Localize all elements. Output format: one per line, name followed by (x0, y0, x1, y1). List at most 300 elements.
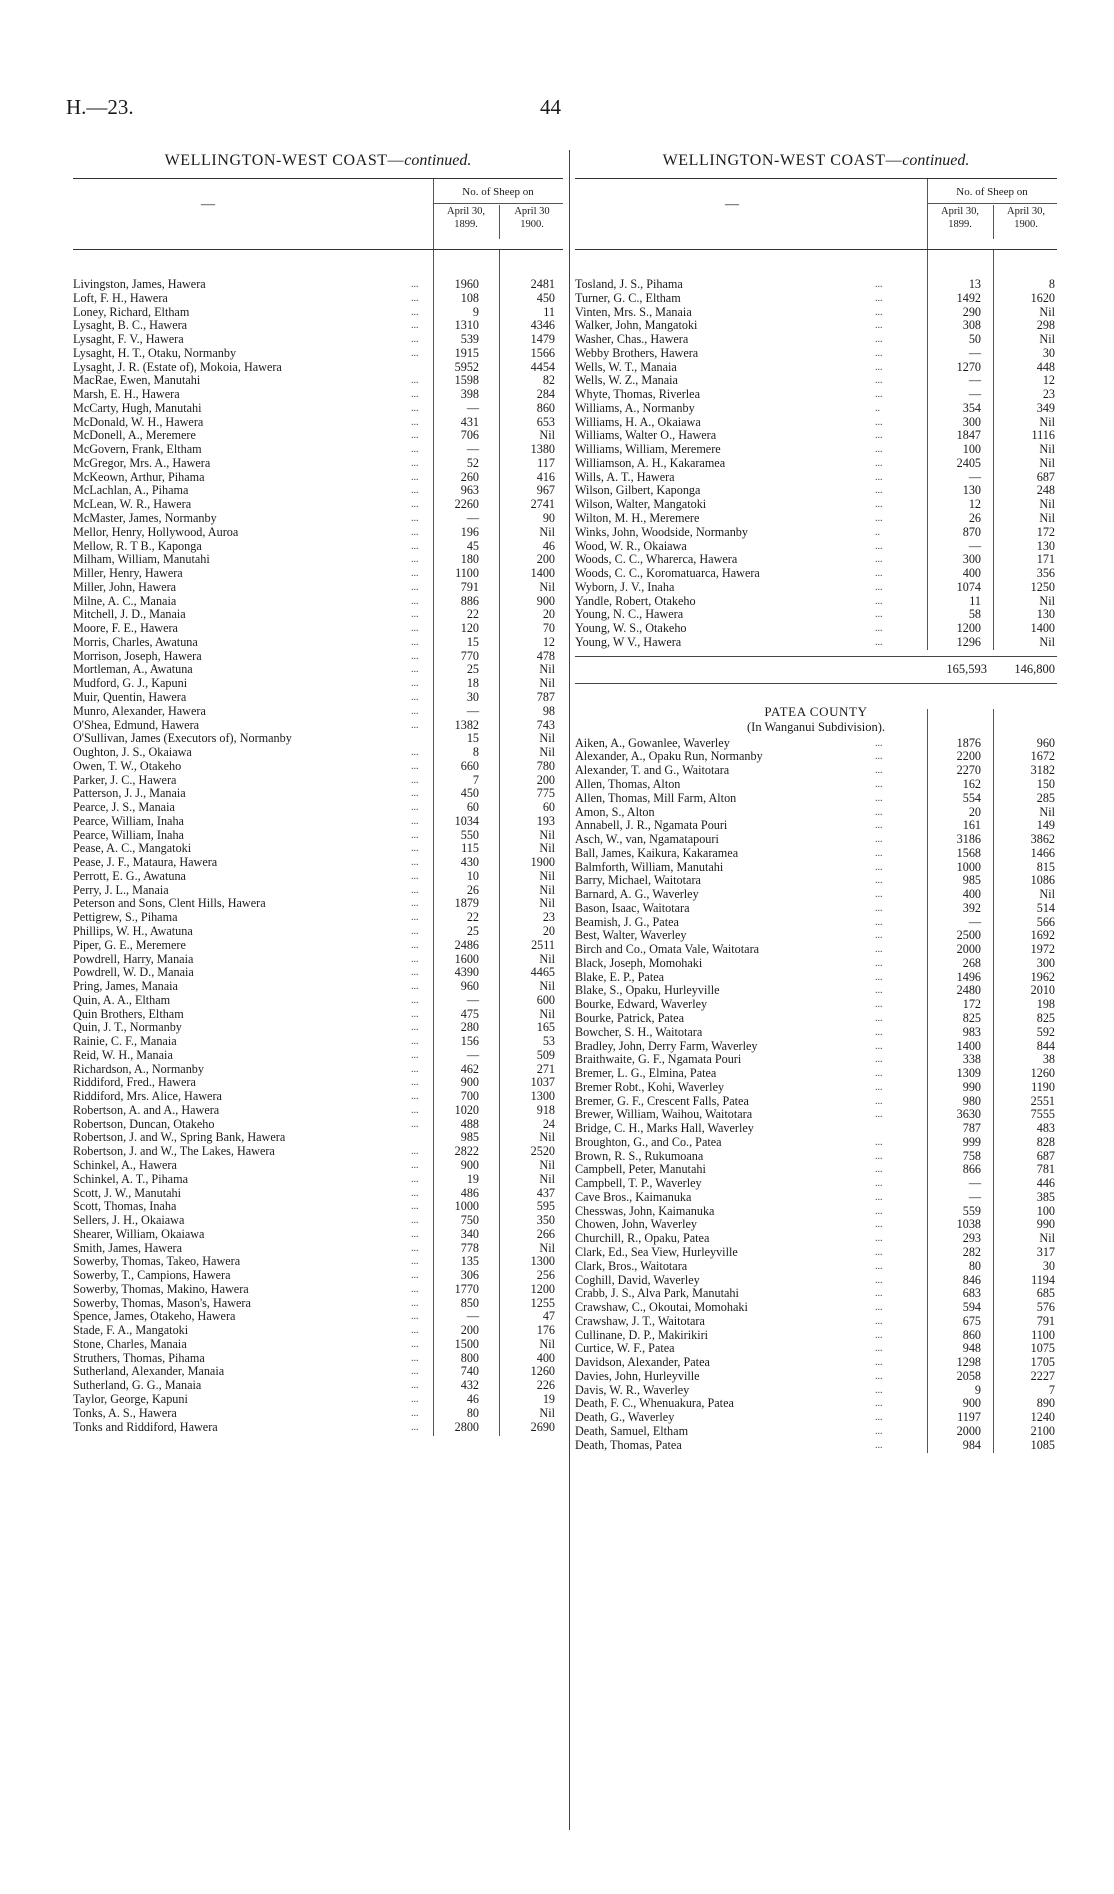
table-row (73, 1021, 563, 1035)
row-sheep-1899: 750 (460, 1213, 479, 1228)
row-sheep-1899: — (968, 1176, 981, 1191)
row-sheep-1900: 483 (1036, 1121, 1055, 1136)
row-sheep-1900: Nil (539, 1171, 555, 1186)
table-row (73, 787, 563, 801)
row-sheep-1899: — (466, 400, 479, 415)
table-row (73, 677, 563, 691)
row-leader: ... (875, 471, 883, 483)
table-row (575, 888, 1057, 902)
row-sheep-1900: 171 (1036, 552, 1055, 567)
row-sheep-1900: 592 (1036, 1024, 1055, 1039)
row-name: Piper, G. E., Meremere (73, 937, 186, 952)
row-leader: ... (411, 925, 419, 937)
row-name: Robertson, A. and A., Hawera (73, 1102, 220, 1117)
table-row (73, 691, 563, 705)
row-leader: ... (875, 820, 883, 832)
row-leader: ... (411, 912, 419, 924)
row-sheep-1899: 156 (460, 1034, 479, 1049)
row-sheep-1899: 1309 (956, 1066, 981, 1081)
left-table-body (73, 278, 563, 1434)
row-name: Williams, A., Normanby (575, 400, 695, 415)
row-sheep-1900: 1037 (530, 1075, 555, 1090)
row-sheep-1900: 595 (536, 1199, 555, 1214)
row-leader: ... (875, 1329, 883, 1341)
row-name: Chesswas, John, Kaimanuka (575, 1203, 715, 1218)
row-leader: ... (411, 1104, 419, 1116)
row-name: Alexander, A., Opaku Run, Normanby (575, 749, 763, 764)
row-sheep-1900: 509 (536, 1047, 555, 1062)
table-row (575, 1122, 1057, 1136)
row-sheep-1899: 758 (962, 1148, 981, 1163)
row-name: McDonald, W. H., Hawera (73, 414, 204, 429)
row-sheep-1899: — (968, 387, 981, 402)
row-sheep-1899: 15 (466, 731, 479, 746)
table-row (575, 319, 1057, 333)
row-name: McLean, W. R., Hawera (73, 497, 192, 512)
row-leader: ... (411, 953, 419, 965)
row-sheep-1899: 196 (460, 524, 479, 539)
row-name: Oughton, J. S., Okaiawa (73, 745, 192, 760)
row-sheep-1900: 1200 (530, 1281, 555, 1296)
row-leader: ... (875, 375, 883, 387)
row-name: Woods, C. C., Wharerca, Hawera (575, 552, 738, 567)
row-name: Brown, R. S., Rukumoana (575, 1148, 704, 1163)
row-leader: ... (411, 870, 419, 882)
row-sheep-1899: 1600 (454, 951, 479, 966)
row-sheep-1899: 1020 (454, 1102, 479, 1117)
row-name: Perrott, E. G., Awatuna (73, 868, 186, 883)
table-row (73, 402, 563, 416)
row-sheep-1899: 45 (466, 538, 479, 553)
row-name: Balmforth, William, Manutahi (575, 859, 724, 874)
table-row (73, 953, 563, 967)
table-row (575, 737, 1057, 751)
row-leader: ... (411, 568, 419, 580)
row-sheep-1899: 475 (460, 1006, 479, 1021)
row-sheep-1899: 1400 (956, 1038, 981, 1053)
row-sheep-1900: 90 (542, 511, 555, 526)
row-sheep-1899: 900 (460, 1075, 479, 1090)
row-leader: ... (411, 774, 419, 786)
row-name: Woods, C. C., Koromatuarca, Hawera (575, 566, 760, 581)
table-row (575, 361, 1057, 375)
row-sheep-1899: 22 (466, 607, 479, 622)
table-row (73, 374, 563, 388)
table-row (575, 1342, 1057, 1356)
row-leader: ... (875, 554, 883, 566)
left-table-header (73, 178, 563, 250)
row-sheep-1899: 3186 (956, 832, 981, 847)
row-sheep-1899: 2500 (956, 928, 981, 943)
row-sheep-1900: 1085 (1030, 1437, 1055, 1452)
row-sheep-1899: 683 (962, 1286, 981, 1301)
table-row (73, 388, 563, 402)
row-sheep-1900: 98 (542, 703, 555, 718)
row-name: Stone, Charles, Manaia (73, 1336, 187, 1351)
table-row (575, 429, 1057, 443)
table-row (575, 1301, 1057, 1315)
row-sheep-1900: Nil (1039, 804, 1055, 819)
table-row (575, 984, 1057, 998)
table-row (575, 847, 1057, 861)
table-row (73, 567, 563, 581)
row-name: Curtice, W. F., Patea (575, 1341, 675, 1356)
row-sheep-1899: 100 (962, 442, 981, 457)
row-sheep-1899: — (466, 703, 479, 718)
row-name: Death, F. C., Whenuakura, Patea (575, 1396, 734, 1411)
row-leader: ... (875, 1191, 883, 1203)
row-leader: ... (875, 430, 883, 442)
row-name: Pease, A. C., Mangatoki (73, 841, 192, 856)
row-name: Crawshaw, J. T., Waitotara (575, 1313, 705, 1328)
row-leader: ... (875, 902, 883, 914)
row-sheep-1899: 1000 (956, 859, 981, 874)
row-sheep-1899: 11 (969, 593, 981, 608)
table-row (73, 1159, 563, 1173)
table-row (575, 1150, 1057, 1164)
row-leader: ... (875, 1288, 883, 1300)
row-sheep-1900: 1300 (530, 1089, 555, 1104)
table-row (73, 1214, 563, 1228)
table-row (575, 402, 1057, 416)
row-name: Munro, Alexander, Hawera (73, 703, 206, 718)
row-leader: ... (875, 1425, 883, 1437)
table-row (73, 1324, 563, 1338)
row-leader: ... (411, 430, 419, 442)
row-sheep-1899: 1197 (957, 1410, 981, 1425)
right-table-body (575, 278, 1057, 650)
row-name: Yandle, Robert, Otakeho (575, 593, 696, 608)
row-sheep-1899: 2058 (956, 1368, 981, 1383)
row-leader: ... (411, 375, 419, 387)
table-row (575, 292, 1057, 306)
row-leader: ... (875, 1054, 883, 1066)
row-sheep-1900: 781 (1036, 1162, 1055, 1177)
table-row (575, 484, 1057, 498)
row-sheep-1899: 25 (466, 662, 479, 677)
row-sheep-1900: 19 (542, 1392, 555, 1407)
table-row (73, 801, 563, 815)
table-row (575, 778, 1057, 792)
row-name: Blake, S., Opaku, Hurleyville (575, 983, 720, 998)
row-sheep-1900: 30 (1042, 345, 1055, 360)
table-row (73, 1421, 563, 1435)
table-row (73, 1283, 563, 1297)
row-name: Moore, F. E., Hawera (73, 621, 178, 636)
row-sheep-1899: — (968, 345, 981, 360)
table-row (73, 540, 563, 554)
row-leader: ... (411, 306, 419, 318)
row-name: Miller, John, Hawera (73, 579, 177, 594)
table-row (575, 471, 1057, 485)
table-row (575, 1329, 1057, 1343)
table-row (575, 457, 1057, 471)
row-leader: ... (875, 1026, 883, 1038)
table-row (575, 861, 1057, 875)
row-sheep-1899: 392 (962, 900, 981, 915)
row-sheep-1899: 15 (466, 634, 479, 649)
row-name: Pearce, William, Inaha (73, 827, 184, 842)
row-sheep-1900: Nil (539, 841, 555, 856)
row-leader: ... (875, 778, 883, 790)
column-rule (927, 250, 928, 650)
table-row (73, 1228, 563, 1242)
left-header-blank: — (201, 197, 215, 212)
row-sheep-1900: 2100 (1030, 1423, 1055, 1438)
row-sheep-1900: 2010 (1030, 983, 1055, 998)
table-row (575, 567, 1057, 581)
row-leader: ... (411, 540, 419, 552)
right-header-col2 (995, 205, 1057, 231)
row-name: Campbell, T. P., Waverley (575, 1176, 702, 1191)
row-sheep-1899: 1100 (455, 566, 479, 581)
row-name: Mortleman, A., Awatuna (73, 662, 193, 677)
row-sheep-1899: 948 (962, 1341, 981, 1356)
row-leader: ... (875, 1302, 883, 1314)
table-row (73, 1131, 563, 1145)
row-sheep-1900: Nil (539, 1240, 555, 1255)
table-row (73, 1365, 563, 1379)
row-sheep-1899: — (466, 1309, 479, 1324)
row-sheep-1900: Nil (1039, 332, 1055, 347)
row-leader: ... (411, 526, 419, 538)
row-sheep-1900: Nil (1039, 455, 1055, 470)
row-sheep-1900: 226 (536, 1378, 555, 1393)
table-row (575, 1232, 1057, 1246)
row-leader: ... (875, 1357, 883, 1369)
row-leader: ... (875, 595, 883, 607)
row-sheep-1900: Nil (539, 896, 555, 911)
right-title-italic: continued. (902, 152, 970, 169)
row-leader: ... (875, 636, 883, 648)
county-table-body (575, 737, 1057, 1453)
row-name: Young, W V., Hawera (575, 634, 682, 649)
row-sheep-1899: 963 (460, 483, 479, 498)
row-name: Beamish, J. G., Patea (575, 914, 679, 929)
row-sheep-1899: 706 (460, 428, 479, 443)
row-leader: ... (875, 1260, 883, 1272)
row-sheep-1899: 431 (460, 414, 479, 429)
row-leader: .. (875, 526, 880, 538)
right-column-title (575, 150, 1057, 172)
row-sheep-1900: Nil (539, 1130, 555, 1145)
row-leader: ... (411, 1311, 419, 1323)
row-name: Sellers, J. H., Okaiawa (73, 1213, 185, 1228)
row-leader: ... (411, 513, 419, 525)
table-row (73, 746, 563, 760)
row-sheep-1899: 162 (962, 776, 981, 791)
row-sheep-1899: 293 (962, 1231, 981, 1246)
row-leader: ... (875, 292, 883, 304)
row-sheep-1900: 130 (1036, 538, 1055, 553)
row-leader: ... (875, 389, 883, 401)
row-name: Blake, E. P., Patea (575, 969, 665, 984)
row-sheep-1900: 198 (1036, 997, 1055, 1012)
row-sheep-1899: 1000 (454, 1199, 479, 1214)
row-name: Webby Brothers, Hawera (575, 345, 699, 360)
table-row (575, 1411, 1057, 1425)
row-name: Sutherland, G. G., Manaia (73, 1378, 202, 1393)
row-sheep-1900: Nil (1039, 414, 1055, 429)
table-row (575, 553, 1057, 567)
row-name: Powdrell, W. D., Manaia (73, 965, 194, 980)
row-name: McMaster, James, Normanby (73, 511, 217, 526)
row-name: McGregor, Mrs. A., Hawera (73, 455, 211, 470)
row-name: Schinkel, A. T., Pihama (73, 1171, 188, 1186)
row-name: Clark, Ed., Sea View, Hurleyville (575, 1245, 738, 1259)
row-leader: ... (875, 944, 883, 956)
row-name: Richardson, A., Normanby (73, 1061, 204, 1076)
row-leader: ... (875, 499, 883, 511)
row-sheep-1899: — (466, 992, 479, 1007)
row-sheep-1899: 7 (472, 772, 479, 787)
table-row (73, 1118, 563, 1132)
table-row (575, 957, 1057, 971)
row-sheep-1900: 1194 (1031, 1272, 1055, 1287)
row-sheep-1899: 985 (460, 1130, 479, 1145)
row-name: McDonell, A., Meremere (73, 428, 196, 443)
row-name: Sowerby, Thomas, Makino, Hawera (73, 1281, 249, 1296)
row-name: Owen, T. W., Otakeho (73, 758, 182, 773)
table-row (73, 774, 563, 788)
county-heading: PATEA COUNTY (764, 703, 868, 719)
row-leader: ... (411, 444, 419, 456)
row-leader: ... (411, 843, 419, 855)
row-sheep-1900: 317 (1036, 1245, 1055, 1259)
column-rule (993, 250, 994, 650)
row-sheep-1899: 985 (962, 873, 981, 888)
row-sheep-1899: 8 (472, 745, 479, 760)
row-sheep-1899: 26 (466, 882, 479, 897)
table-row (73, 1242, 563, 1256)
row-sheep-1900: 117 (537, 455, 555, 470)
row-sheep-1899: 2270 (956, 763, 981, 778)
row-leader: ... (411, 279, 419, 290)
row-name: Lysaght, J. R. (Estate of), Mokoia, Hawera (73, 359, 282, 374)
row-sheep-1899: 260 (460, 469, 479, 484)
row-sheep-1900: 356 (1036, 566, 1055, 581)
left-header-subrule (499, 205, 500, 239)
row-name: McCarty, Hugh, Manutahi (73, 400, 202, 415)
row-sheep-1899: 20 (968, 804, 981, 819)
table-row (73, 526, 563, 540)
row-leader: ... (875, 1136, 883, 1148)
row-sheep-1899: 539 (460, 332, 479, 347)
row-leader: ... (411, 636, 419, 648)
row-sheep-1899: — (968, 1189, 981, 1204)
left-col1-year: 1899. (454, 219, 478, 230)
row-sheep-1900: 2741 (530, 497, 555, 512)
row-leader: ... (411, 581, 419, 593)
row-sheep-1899: 594 (962, 1300, 981, 1315)
table-row (73, 1063, 563, 1077)
row-sheep-1899: 860 (962, 1327, 981, 1342)
table-row (73, 1393, 563, 1407)
row-leader: ... (875, 1233, 883, 1245)
table-row (73, 416, 563, 430)
row-sheep-1900: 1400 (530, 566, 555, 581)
row-leader: ... (411, 829, 419, 841)
row-sheep-1899: 825 (962, 1010, 981, 1025)
row-sheep-1899: 1915 (454, 345, 479, 360)
row-sheep-1900: 918 (536, 1102, 555, 1117)
row-sheep-1900: 349 (1036, 400, 1055, 415)
row-name: Campbell, Peter, Manutahi (575, 1162, 706, 1177)
row-name: Birch and Co., Omata Vale, Waitotara (575, 942, 760, 957)
row-sheep-1899: 700 (460, 1089, 479, 1104)
row-name: Mellow, R. T B., Kaponga (73, 538, 202, 553)
row-sheep-1900: Nil (1039, 442, 1055, 457)
row-leader: ... (411, 347, 419, 359)
row-leader: ... (411, 939, 419, 951)
row-name: Black, Joseph, Momohaki (575, 955, 703, 970)
table-row (575, 443, 1057, 457)
row-sheep-1899: 22 (466, 910, 479, 925)
row-name: Spence, James, Otakeho, Hawera (73, 1309, 236, 1324)
table-row (575, 388, 1057, 402)
row-name: Coghill, David, Waverley (575, 1272, 700, 1287)
row-name: Cullinane, D. P., Makirikiri (575, 1327, 709, 1342)
row-sheep-1900: 1672 (1030, 749, 1055, 764)
row-sheep-1899: 1038 (956, 1217, 981, 1232)
row-sheep-1899: 900 (460, 1158, 479, 1172)
row-name: Davies, John, Hurleyville (575, 1368, 700, 1383)
table-row (73, 1352, 563, 1366)
row-leader: ... (875, 1343, 883, 1355)
table-row (73, 278, 563, 292)
row-name: Tonks and Riddiford, Hawera (73, 1419, 218, 1434)
row-name: Alexander, T. and G., Waitotara (575, 763, 730, 778)
table-row (575, 1026, 1057, 1040)
row-leader: ... (411, 554, 419, 566)
row-sheep-1900: 47 (542, 1309, 555, 1324)
row-name: Young, N. C., Hawera (575, 607, 684, 622)
row-name: Shearer, William, Okaiawa (73, 1226, 205, 1241)
document-reference: H.—23. (66, 95, 134, 119)
row-name: Wilson, Walter, Mangatoki (575, 497, 707, 512)
row-leader: ... (875, 1040, 883, 1052)
table-row (73, 347, 563, 361)
row-name: Tosland, J. S., Pihama (575, 277, 683, 291)
row-leader: ... (875, 861, 883, 873)
row-name: Young, W. S., Otakeho (575, 621, 687, 636)
row-leader: ... (411, 402, 419, 414)
row-sheep-1899: 850 (460, 1295, 479, 1310)
row-sheep-1899: 10 (466, 868, 479, 883)
row-name: Allen, Thomas, Mill Farm, Alton (575, 790, 737, 805)
row-leader: ... (875, 999, 883, 1011)
table-row (575, 971, 1057, 985)
row-sheep-1900: 284 (536, 387, 555, 402)
table-row (575, 764, 1057, 778)
row-name: Bowcher, S. H., Waitotara (575, 1024, 703, 1039)
row-leader: ... (411, 1270, 419, 1282)
row-leader: ... (875, 1370, 883, 1382)
row-name: Bradley, John, Derry Farm, Waverley (575, 1038, 758, 1053)
table-row (73, 471, 563, 485)
row-sheep-1900: Nil (539, 731, 555, 746)
row-sheep-1899: 1847 (956, 428, 981, 443)
row-name: Asch, W., van, Ngamatapouri (575, 832, 719, 847)
row-name: Robertson, J. and W., Spring Bank, Hawera (73, 1130, 286, 1145)
row-sheep-1900: Nil (539, 1006, 555, 1021)
row-sheep-1899: 80 (968, 1258, 981, 1273)
row-sheep-1900: 12 (1042, 373, 1055, 388)
row-name: Barnard, A. G., Waverley (575, 887, 699, 902)
row-sheep-1899: 800 (460, 1350, 479, 1365)
row-name: Lysaght, H. T., Otaku, Normanby (73, 345, 237, 360)
table-row (73, 595, 563, 609)
